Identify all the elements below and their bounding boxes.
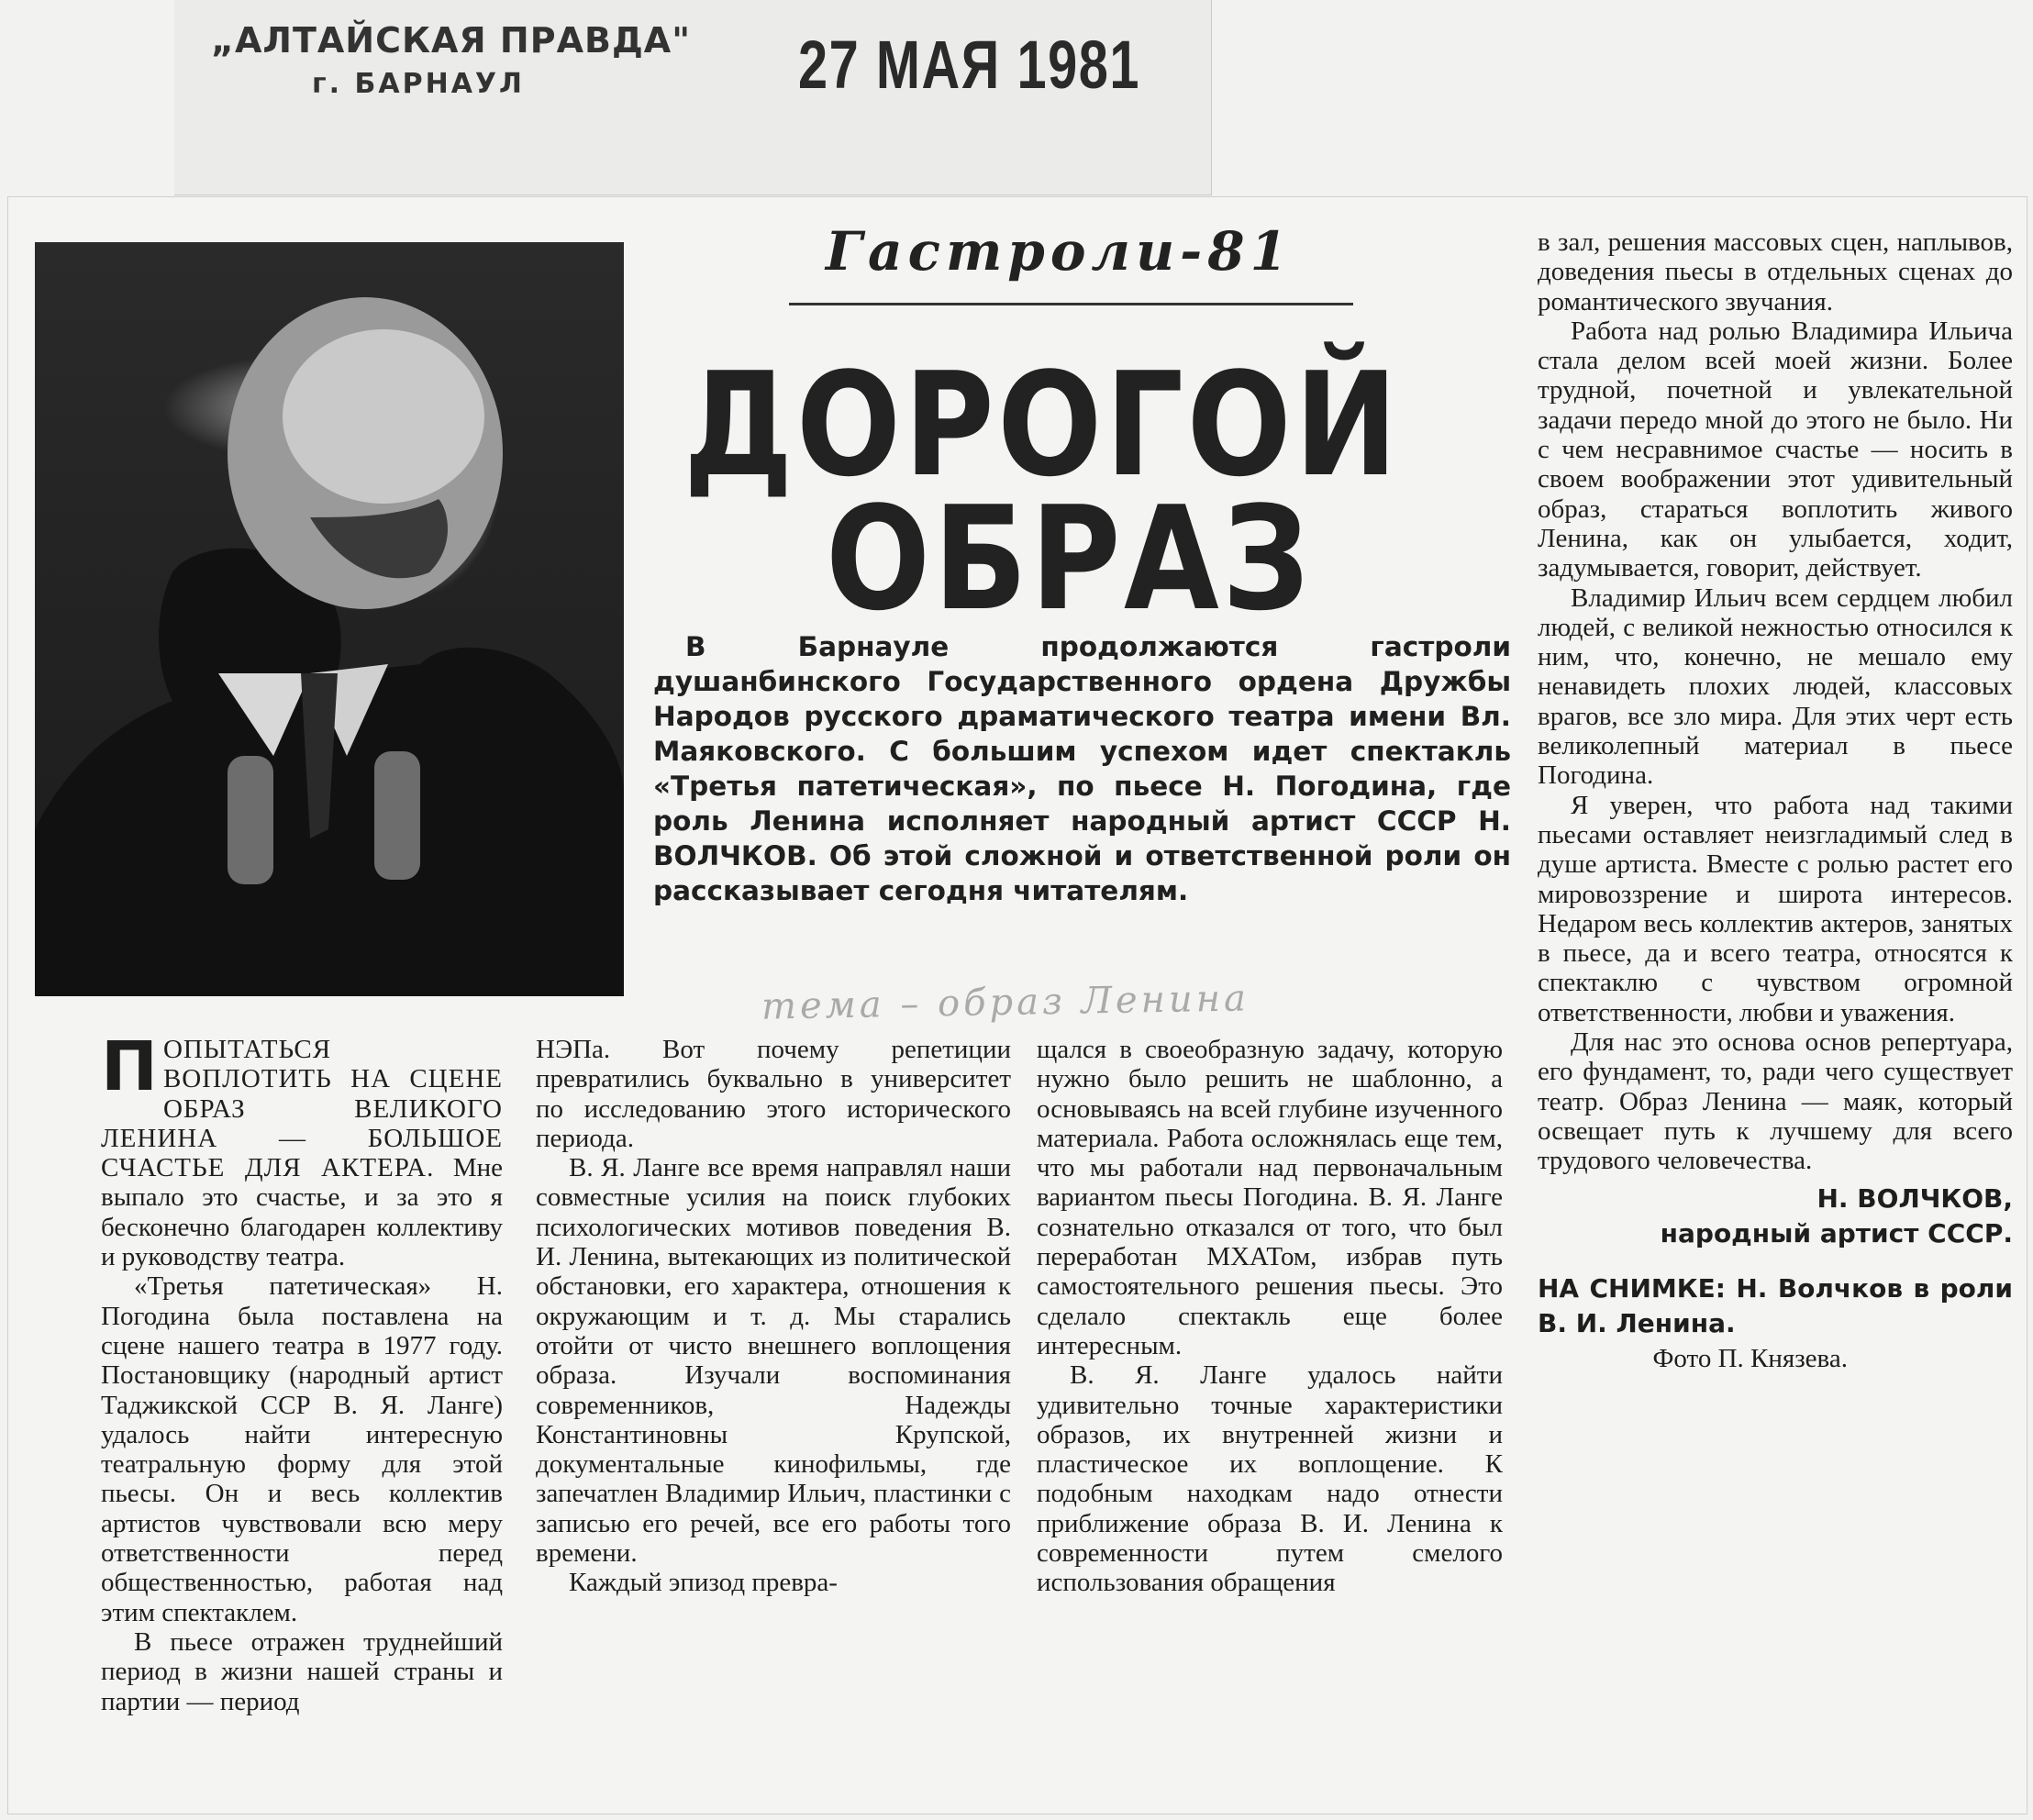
body-paragraph: Я уверен, что работа над такими пьесами оставляет неизгладимый след в душе артиста. Вместе с ролью растет его мировоззрение и широта интересов. Недаром весь коллектив актеров, занятых в пьесе, да и всего театра, относятся к спектаклю с чувством огромной ответственности, любви и уважения. [1538,790,2013,1027]
author-signature [1538,1182,2013,1251]
article-column-4 [1538,228,2013,1376]
body-paragraph: щался в своеобразную задачу, которую нужно было решить не шаблонно, а основываясь на всей глубине изученного материала. Работа осложнялась еще тем, что мы работали над первоначальным вариантом пьесы Погодина. В. Я. Ланге сознательно отказался от того, что был переработан МХАТом, избрав путь самостоятельного решения пьесы. Это сделало спектакль еще более интересным. [1037,1035,1503,1360]
photo-credit: Фото П. Князева. [1652,1343,1848,1373]
author-name: Н. ВОЛЧКОВ, [1816,1182,2013,1214]
drop-cap: П [101,1027,158,1106]
opening-sentence: ОПЫТАТЬСЯ ВОПЛОТИТЬ НА СЦЕНЕ ОБРАЗ ВЕЛИКОГО ЛЕНИНА — БОЛЬШОЕ СЧАСТЬЕ ДЛЯ АКТЕРА. [101,1035,503,1183]
headline-line-1: ДОРОГОЙ [683,341,1401,508]
body-paragraph: НЭПа. Вот почему репетиции превратились буквально в университет по исследованию этого исторического периода. [536,1035,1011,1153]
rubric-title: Гастроли-81 [826,220,1293,283]
body-paragraph: Владимир Ильич всем сердцем любил людей, с великой нежностью относился к ним, что, конечно, не мешало ему ненавидеть плохих людей, классовых врагов, все зло мира. Для этих черт есть великолепный материал в пьесе Погодина. [1538,583,2013,791]
body-paragraph: В. Я. Ланге все время направлял наши совместные усилия на поиск глубоких психологических мотивов поведения В. И. Ленина, вытекающих из политической обстановки, его характера, отношения к окружающим и т. д. Мы старались отойти от чисто внешнего воплощения образа. Изучали воспоминания современников, Надежды Константиновны Крупской, документальные кинофильмы, где запечатлен Владимир Ильич, пластинки с записью его речей, все его работы того времени. [536,1153,1011,1569]
opening-paragraph [101,1027,503,1272]
body-paragraph: В. Я. Ланге удалось найти удивительно точные характеристики образов, их внутренней жизни и пластическое их воплощение. К подобным находкам надо отнести приближение образа В. И. Ленина к современности путем смелого использования обращения [1037,1360,1503,1598]
date-stamp: 27 МАЯ 1981 [798,27,1141,103]
article-column-2 [536,1035,1011,1598]
newspaper-city: г. БАРНАУЛ [312,68,525,100]
rubric-underline [789,303,1353,305]
lead-paragraph: В Барнауле продолжаются гастроли душанбинского Государственного ордена Дружбы Народов русского драматического театра имени Вл. Маяковского. С большим успехом идет спектакль «Третья патетическая», по пьесе Н. Погодина, где роль Ленина исполняет народный артист СССР Н. ВОЛЧКОВ. Об этой сложной и ответственной роли он рассказывает сегодня читателям. [653,631,1511,906]
body-paragraph: Работа над ролью Владимира Ильича стала делом всей моей жизни. Более трудной, почетной и увлекательной задачи передо мной до этого не было. Ни с чем несравнимое счастье — носить в своем воображении этот удивительный образ, стараться воплотить живого Ленина, как он улыбается, ходит, задумывается, говорит, действует. [1538,316,2013,583]
portrait-photo [35,242,624,996]
article-column-3 [1037,1035,1503,1598]
author-title: народный артист СССР. [1660,1217,2013,1248]
body-paragraph: в зал, решения массовых сцен, наплывов, доведения пьесы в отдельных сценах до романтического звучания. [1538,228,2013,316]
handwritten-note: тема – образ Ленина [761,977,1250,1028]
opening-paragraph-rest: Мне выпало это счастье, и за это я бесконечно благодарен коллективу и руководству театра. [101,1153,503,1272]
photo-caption: НА СНИМКЕ: Н. Волчков в роли В. И. Ленина. [1538,1272,2013,1338]
body-paragraph: «Третья патетическая» Н. Погодина была поставлена на сцене нашего театра в 1977 году. Постановщику (народный артист Таджикской ССР В. Я. Ланге) удалось найти интересную театральную форму для этой пьесы. Он и весь коллектив артистов чувствовали всю меру ответственности перед общественностью, работая над этим спектаклем. [101,1271,503,1627]
body-paragraph: Каждый эпизод превра- [569,1568,838,1598]
headline-line-2: ОБРАЗ [826,475,1313,642]
body-paragraph: Для нас это основа основ репертуара, его фундамент, то, ради чего существует театр. Образ Ленина — маяк, который освещает путь к лучшему для всего трудового человечества. [1538,1027,2013,1176]
article-column-1 [101,1027,503,1716]
newspaper-name: „АЛТАЙСКАЯ ПРАВДА" [211,20,692,61]
portrait-silhouette [35,242,624,996]
body-paragraph: В пьесе отражен труднейший период в жизни нашей страны и партии — период [101,1626,503,1716]
